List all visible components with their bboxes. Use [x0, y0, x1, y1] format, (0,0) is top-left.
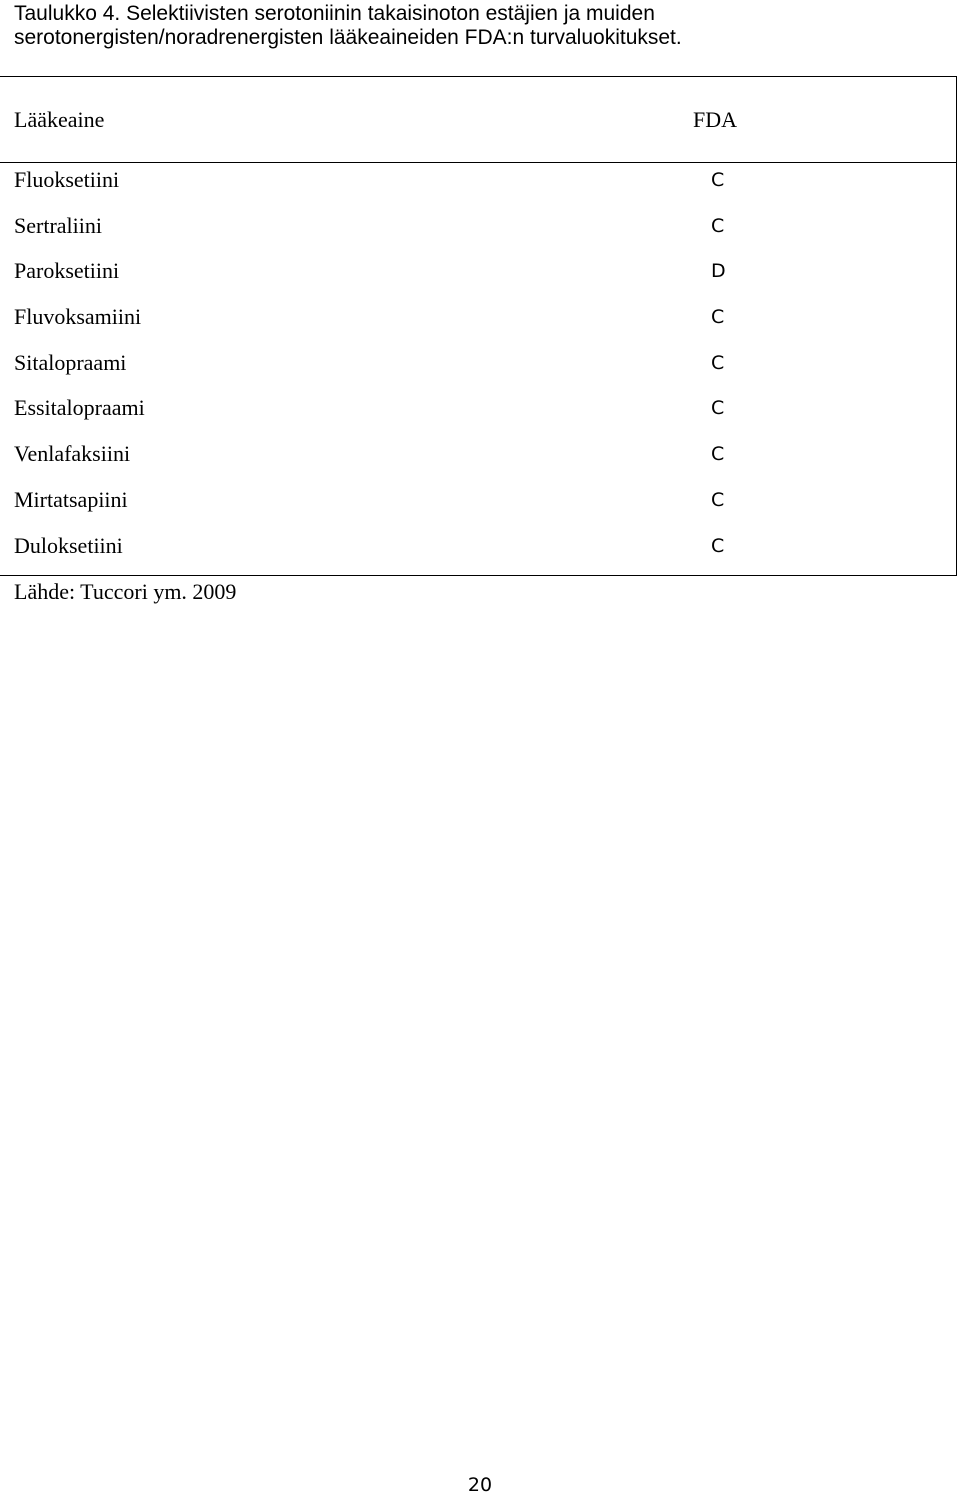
table-caption	[14, 2, 944, 50]
page-number: 20	[467, 1474, 493, 1496]
table-body	[0, 163, 956, 574]
caption-line-1: Taulukko 4. Selektiivisten serotoniinin takaisinoton estäjien ja muiden	[14, 2, 655, 25]
header-fda: FDA	[693, 107, 738, 132]
table-source: Lähde: Tuccori ym. 2009	[14, 579, 237, 604]
fda-category: C	[711, 306, 725, 329]
fda-category: C	[711, 214, 725, 237]
fda-classification-table	[0, 76, 957, 576]
drug-name: Paroksetiini	[14, 258, 120, 284]
fda-category: C	[711, 351, 725, 374]
fda-category: C	[711, 169, 725, 191]
drug-name: Essitalopraami	[14, 395, 145, 421]
drug-name: Sitalopraami	[14, 349, 127, 375]
drug-name: Duloksetiini	[14, 532, 123, 558]
drug-name: Mirtatsapiini	[14, 486, 128, 512]
table-header-row	[0, 77, 956, 163]
caption-line-2: serotonergisten/noradrenergisten lääkeaineiden FDA:n turvaluokitukset.	[14, 26, 682, 49]
drug-name: Sertraliini	[14, 212, 102, 238]
table-row	[0, 300, 956, 346]
table-row	[0, 483, 956, 529]
fda-category: C	[711, 397, 725, 420]
fda-category: C	[711, 534, 725, 557]
table-row	[0, 254, 956, 300]
table-row	[0, 346, 956, 392]
table-row	[0, 209, 956, 255]
header-drug: Lääkeaine	[14, 107, 105, 132]
table-row	[0, 529, 956, 575]
fda-category: C	[711, 488, 725, 511]
drug-name: Fluoksetiini	[14, 167, 120, 192]
fda-category: C	[711, 443, 725, 466]
table-row	[0, 437, 956, 483]
drug-name: Venlafaksiini	[14, 441, 131, 467]
table-row	[0, 391, 956, 437]
drug-name: Fluvoksamiini	[14, 304, 142, 330]
fda-category: D	[711, 260, 726, 283]
table-row	[0, 163, 956, 209]
